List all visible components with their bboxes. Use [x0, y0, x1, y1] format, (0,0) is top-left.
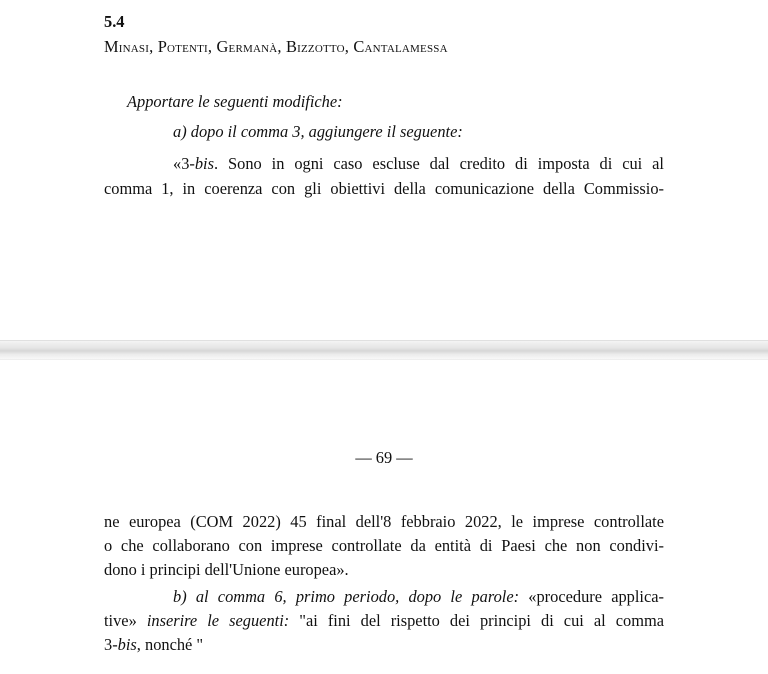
item-b3-rest: , nonché ": [136, 635, 204, 654]
page-divider: [0, 340, 768, 360]
amendment-item-b-line-1: [173, 586, 664, 608]
item-b2-rest: "ai fini del rispetto dei principi di cui al comma: [289, 611, 664, 630]
body-line-2: o che collaborano con imprese controllate da entità di Paesi che non condivi-: [104, 536, 664, 555]
item-b-italic: b) al comma 6, primo periodo, dopo le parole:: [173, 587, 520, 606]
item-b2-italic: inserire le seguenti:: [136, 611, 290, 630]
amendment-intro: Apportare le seguenti modifiche:: [127, 92, 343, 111]
amendment-quote-line-2: comma 1, in coerenza con gli obiettivi della comunicazione della Commissio-: [104, 179, 664, 198]
amendment-authors: Minasi, Potenti, Germanà, Bizzotto, Cantalamessa: [104, 37, 448, 56]
quote-bis: bis: [194, 154, 214, 173]
amendment-number: 5.4: [104, 12, 125, 31]
amendment-item-b-line-3: [104, 634, 664, 656]
item-b3-pre: 3-: [104, 635, 118, 654]
quote-open: «3-: [173, 154, 195, 173]
item-b-quote: «procedure applica-: [519, 587, 664, 606]
item-b2-quote: tive»: [104, 611, 137, 630]
page-number: — 69 —: [355, 448, 413, 467]
body-line-3: dono i principi dell'Unione europea».: [104, 560, 349, 579]
amendment-quote-line-1: [173, 153, 664, 175]
amendment-item-b-line-2: [104, 610, 664, 632]
item-b3-bis: bis: [117, 635, 137, 654]
amendment-item-a: a) dopo il comma 3, aggiungere il seguente:: [173, 122, 463, 141]
body-line-1: ne europea (COM 2022) 45 final dell'8 febbraio 2022, le imprese controllate: [104, 512, 664, 531]
quote-rest: . Sono in ogni caso escluse dal credito di imposta di cui al: [214, 154, 664, 173]
